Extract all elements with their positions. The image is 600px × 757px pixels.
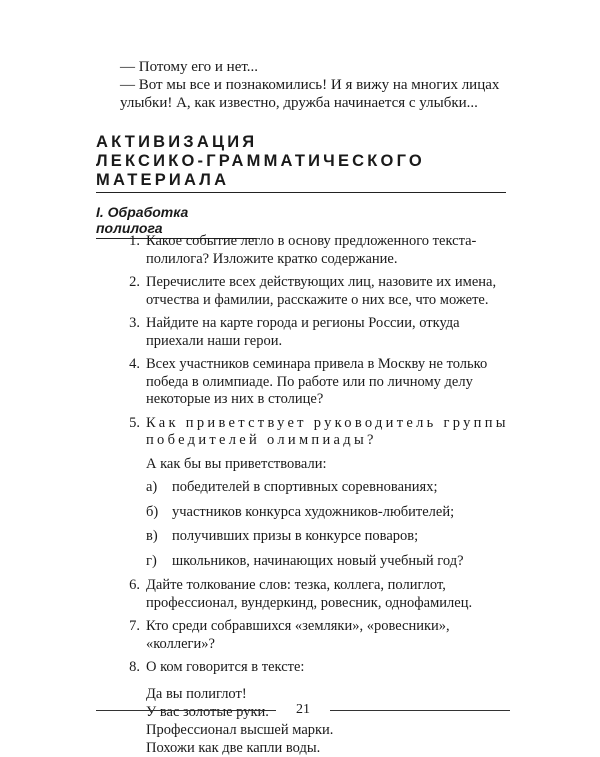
sub-list-item: [146, 504, 510, 522]
sub-item-text: участников конкурса художников-любителей;: [172, 503, 455, 520]
list-item: [118, 315, 510, 350]
item5-lead: А как бы вы приветствовали:: [146, 455, 327, 472]
sub-item-letter: в): [146, 528, 158, 544]
sub-item-text: школьников, начинающих новый учебный год?: [172, 552, 464, 569]
sub-item-letter: б): [146, 503, 159, 520]
list-item: [118, 618, 510, 653]
item8-quotes: [146, 685, 510, 757]
sub-item-text: победителей в спортивных соревнованиях;: [172, 479, 438, 495]
item-text: Кто среди собравшихся «земляки», «ровесники», «коллеги»?: [146, 618, 450, 652]
item-number: 4.: [129, 356, 140, 372]
sub-item-letter: г): [146, 552, 157, 569]
exercise-list: [118, 233, 510, 757]
section-title-line: ЛЕКСИКО-ГРАММАТИЧЕСКОГО: [96, 152, 425, 170]
page-number: 21: [296, 702, 310, 717]
intro-dialogue: [120, 58, 502, 112]
item-number: 7.: [129, 618, 140, 634]
item-number: 2.: [129, 274, 140, 290]
subsection-heading: I. Обработка полилога: [96, 204, 256, 239]
page-footer: [96, 702, 510, 718]
item-number: 6.: [129, 577, 140, 593]
item-text: Найдите на карте города и регионы России, откуда приехали наши герои.: [146, 315, 460, 349]
title-rule: [96, 192, 506, 193]
section-title-line: АКТИВИЗАЦИЯ: [96, 133, 258, 151]
quote-line: Похожи как две капли воды.: [146, 739, 321, 756]
list-item: [118, 274, 510, 309]
item-number: 5.: [129, 414, 140, 431]
quote-line: У вас золотые руки.: [146, 703, 269, 720]
section-title: [96, 133, 516, 190]
item-text: О ком говорится в тексте:: [146, 659, 305, 675]
list-item: [118, 415, 510, 450]
item-text: Какое событие легло в основу предложенного текста-полилога? Изложите кратко содержание.: [146, 233, 477, 267]
intro-line: — Потому его и нет...: [120, 59, 259, 75]
item-text: Дайте толкование слов: тезка, коллега, полиглот, профессионал, вундеркинд, ровесник, однофамилец.: [146, 577, 473, 611]
item-text: Всех участников семинара привела в Москву не только победа в олимпиаде. По работе или по личному делу некоторые из них в столице?: [146, 356, 488, 407]
item-number: 1.: [129, 233, 140, 249]
list-item: [118, 659, 510, 677]
item-text: Как приветствует руководитель группы победителей олимпиады?: [146, 414, 509, 448]
list-item: [118, 577, 510, 612]
section-title-line: МАТЕРИАЛА: [96, 171, 230, 189]
sub-item-text: получивших призы в конкурсе поваров;: [172, 528, 419, 544]
sub-item-letter: а): [146, 479, 158, 495]
quote-line: Профессионал высшей марки.: [146, 721, 334, 738]
sub-list-item: [146, 479, 510, 497]
quote-line: Да вы полиглот!: [146, 685, 247, 702]
intro-line: улыбки! А, как известно, дружба начинается с улыбки...: [120, 95, 478, 111]
list-item: [118, 233, 510, 268]
footer-rule-right: [330, 710, 510, 711]
item-text: Перечислите всех действующих лиц, назовите их имена, отчества и фамилии, расскажите о них все, что можете.: [146, 274, 497, 308]
list-item: [118, 356, 510, 409]
sub-list-item: [146, 528, 510, 546]
item-number: 8.: [129, 659, 140, 675]
item-number: 3.: [129, 315, 140, 331]
sub-list-item: [146, 553, 510, 571]
intro-line: — Вот мы все и познакомились! И я вижу на многих лицах: [120, 77, 500, 93]
